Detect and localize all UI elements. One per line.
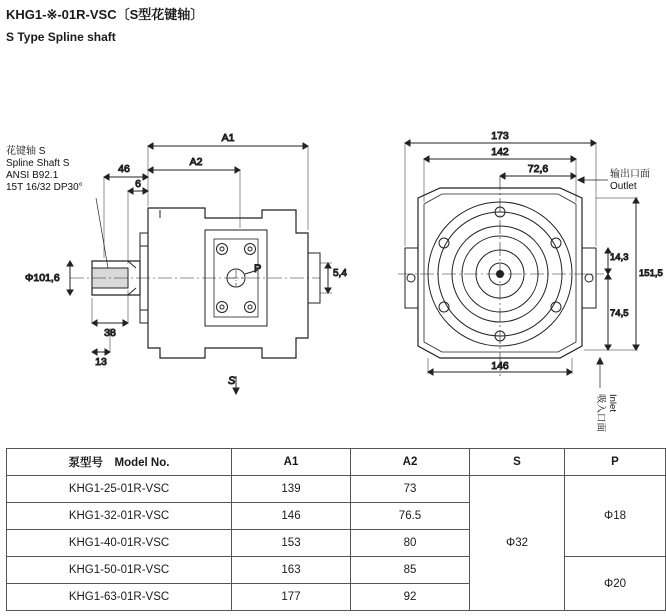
dim-74-5-label: 74,5: [610, 308, 629, 319]
cell-a1: 177: [232, 584, 351, 611]
table-header-row: [7, 449, 666, 476]
right-ear: [582, 248, 596, 308]
dim-72-6-label: 72,6: [527, 163, 549, 175]
table-row: [7, 476, 666, 503]
cell-p-bottom: Φ20: [565, 557, 666, 611]
cell-s-merged: Φ32: [470, 476, 565, 611]
title-block: [6, 4, 203, 44]
cell-a1: 163: [232, 557, 351, 584]
dim-a1-label: A1: [221, 132, 235, 144]
bolt-hole: [245, 244, 256, 255]
section-label-s: S: [228, 375, 236, 387]
spline-note-line-0: 花键轴 S: [6, 146, 46, 157]
header-a1: A1: [232, 449, 351, 476]
dim-5-4-label: 5,4: [333, 268, 347, 279]
spline-note-line-3: 15T 16/32 DP30°: [6, 182, 83, 193]
outlet-note-line-1: Outlet: [610, 181, 637, 192]
page-title: KHG1-※-01R-VSC〔S型花键轴〕: [6, 7, 204, 22]
dim-a2-label: A2: [189, 156, 203, 168]
cell-a1: 153: [232, 530, 351, 557]
dim-diameter-label: Φ101,6: [25, 272, 60, 284]
bolt-hole: [245, 302, 256, 313]
dim-46-label: 46: [118, 163, 130, 175]
dim-6-label: 6: [135, 178, 141, 190]
header-model: 泵型号 Model No.: [7, 449, 232, 476]
cell-a2: 76.5: [351, 503, 470, 530]
spline-note-line-2: ANSI B92.1: [6, 170, 59, 181]
header-s: S: [470, 449, 565, 476]
header-p: P: [565, 449, 666, 476]
dim-14-3-label: 14,3: [610, 252, 629, 263]
dim-173-label: 173: [491, 130, 509, 142]
cell-a2: 85: [351, 557, 470, 584]
port-p-label: P: [254, 263, 262, 275]
bolt-hole: [217, 302, 228, 313]
model-table: [6, 448, 660, 611]
cell-a1: 146: [232, 503, 351, 530]
cell-p-top: Φ18: [565, 476, 666, 557]
header-a2: A2: [351, 449, 470, 476]
cell-model: KHG1-32-01R-VSC: [7, 503, 232, 530]
dim-151-5-label: 151,5: [639, 268, 663, 279]
technical-drawing: [0, 58, 666, 438]
dim-38-label: 38: [104, 327, 116, 339]
cell-a2: 92: [351, 584, 470, 611]
inlet-note-line-1: Inlet: [607, 394, 618, 412]
dim-13-label: 13: [95, 356, 107, 368]
cell-model: KHG1-25-01R-VSC: [7, 476, 232, 503]
cell-a2: 80: [351, 530, 470, 557]
dim-146-label: 146: [491, 360, 509, 372]
inlet-note: [595, 394, 618, 433]
cell-model: KHG1-50-01R-VSC: [7, 557, 232, 584]
dim-142-label: 142: [491, 146, 509, 158]
cell-model: KHG1-63-01R-VSC: [7, 584, 232, 611]
drawing-svg: [0, 58, 666, 438]
spec-table: [6, 448, 666, 611]
cell-a2: 73: [351, 476, 470, 503]
spline-note-line-1: Spline Shaft S: [6, 158, 70, 169]
bolt-hole: [217, 244, 228, 255]
spline-note: [6, 144, 83, 193]
spline-note-leader: [96, 198, 108, 268]
page-subtitle: S Type Spline shaft: [6, 30, 116, 44]
cell-model: KHG1-40-01R-VSC: [7, 530, 232, 557]
outlet-note-line-0: 输出口面: [610, 169, 650, 180]
table-row: [7, 557, 666, 584]
inlet-note-line-0: 吸入口面: [595, 394, 606, 433]
outlet-note: [610, 167, 650, 192]
cell-a1: 139: [232, 476, 351, 503]
